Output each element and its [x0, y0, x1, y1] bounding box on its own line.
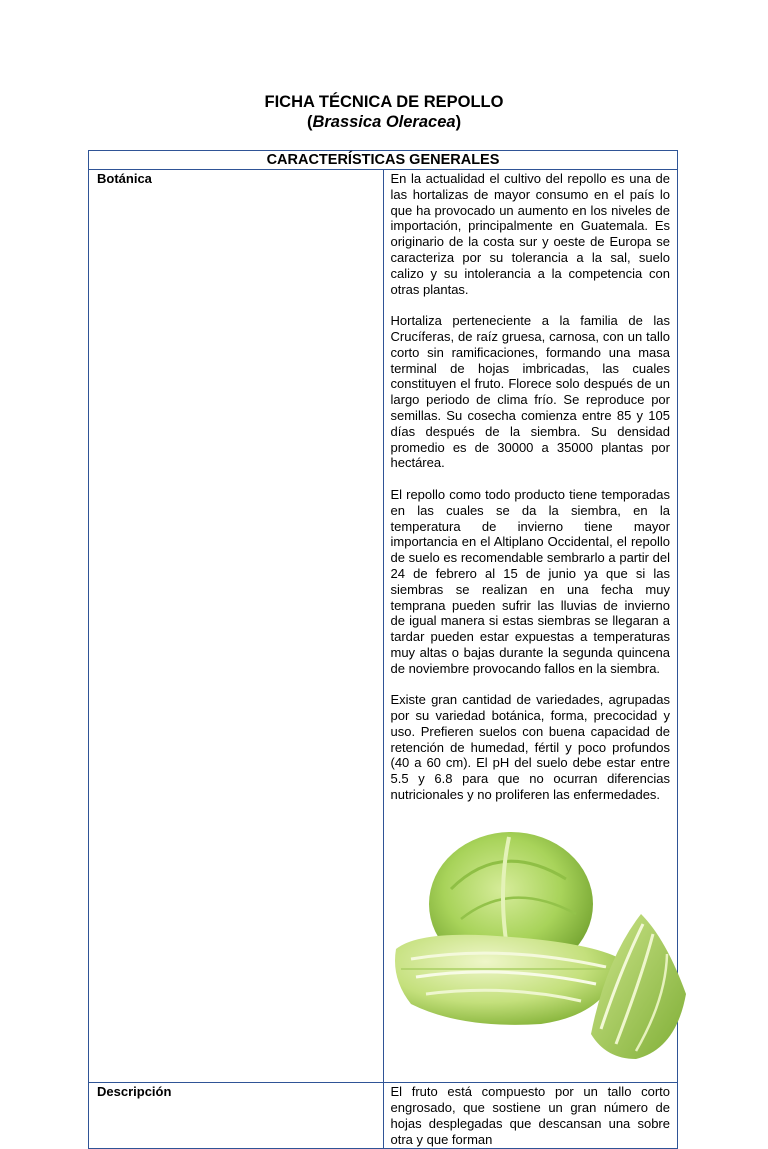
table-row-botanica: [89, 170, 678, 1083]
table-header-row: [89, 151, 678, 170]
row-label-botanica: Botánica: [89, 170, 384, 1083]
cabbage-image: [391, 819, 671, 1083]
botanica-paragraph-3: El repollo como todo producto tiene temporadas en las cuales se da la siembra, en la temperatura de invierno tiene mayor importancia en el Altiplano Occidental, el repollo de suelo es recomendable sembrarlo a partir del 24 de febrero al 15 de junio ya que si las siembras se realizan en una fecha muy temprana pueden sufrir las lluvias de invierno de igual manera si estas siembras se llegaran a tardar pueden estar expuestas a temperaturas muy altas o bajas durante la segunda quincena de noviembre provocando fallos en la siembra.: [390, 486, 670, 676]
characteristics-table: [88, 150, 678, 1149]
species-open-paren: (: [306, 113, 313, 131]
table-header: CARACTERÍSTICAS GENERALES: [89, 151, 678, 170]
title-main: FICHA TÉCNICA DE REPOLLO: [264, 93, 504, 111]
botanica-paragraph-4: Existe gran cantidad de variedades, agrupadas por su variedad botánica, forma, precocidad y uso. Prefieren suelos con buena capacidad de retención de humedad, fértil y poco profundos (40 a 60 cm). El pH del suelo debe estar entre 5.5 y 6.8 para que no ocurran diferencias nutricionales y no proliferen las enfermedades.: [390, 692, 670, 803]
title-species-line: [0, 112, 768, 132]
table-row-descripcion: [89, 1083, 678, 1148]
document-title: [0, 92, 768, 132]
cabbage-photo: [391, 819, 691, 1079]
botanica-paragraph-1: En la actualidad el cultivo del repollo es una de las hortalizas de mayor consumo en el país lo que ha provocado un aumento en los niveles de importación, principalmente en Guatemala. Es originario de la costa sur y oeste de Europa se caracteriza por su tolerancia a la sal, suelo calizo y su intolerancia a la competencia con otras plantas.: [390, 171, 670, 297]
species-close-paren: ): [455, 113, 462, 131]
botanica-paragraph-2: Hortaliza perteneciente a la familia de las Crucíferas, de raíz gruesa, carnosa, con un tallo corto sin ramificaciones, formando una masa terminal de hojas imbricadas, las cuales constituyen el fruto. Florece solo después de un largo periodo de clima frío. Se reproduce por semillas. Su cosecha comienza entre 85 y 105 días después de la siembra. Su densidad promedio es de 30000 a 35000 plantas por hectárea.: [390, 313, 670, 471]
species-name: Brassica Oleracea: [312, 113, 456, 131]
row-content-botanica: [383, 170, 678, 1083]
row-label-descripcion: Descripción: [89, 1083, 384, 1148]
row-content-descripcion: El fruto está compuesto por un tallo corto engrosado, que sostiene un gran número de hojas desplegadas que descansan una sobre otra y que forman: [383, 1083, 678, 1148]
half-cabbage-shape: [395, 934, 621, 1024]
